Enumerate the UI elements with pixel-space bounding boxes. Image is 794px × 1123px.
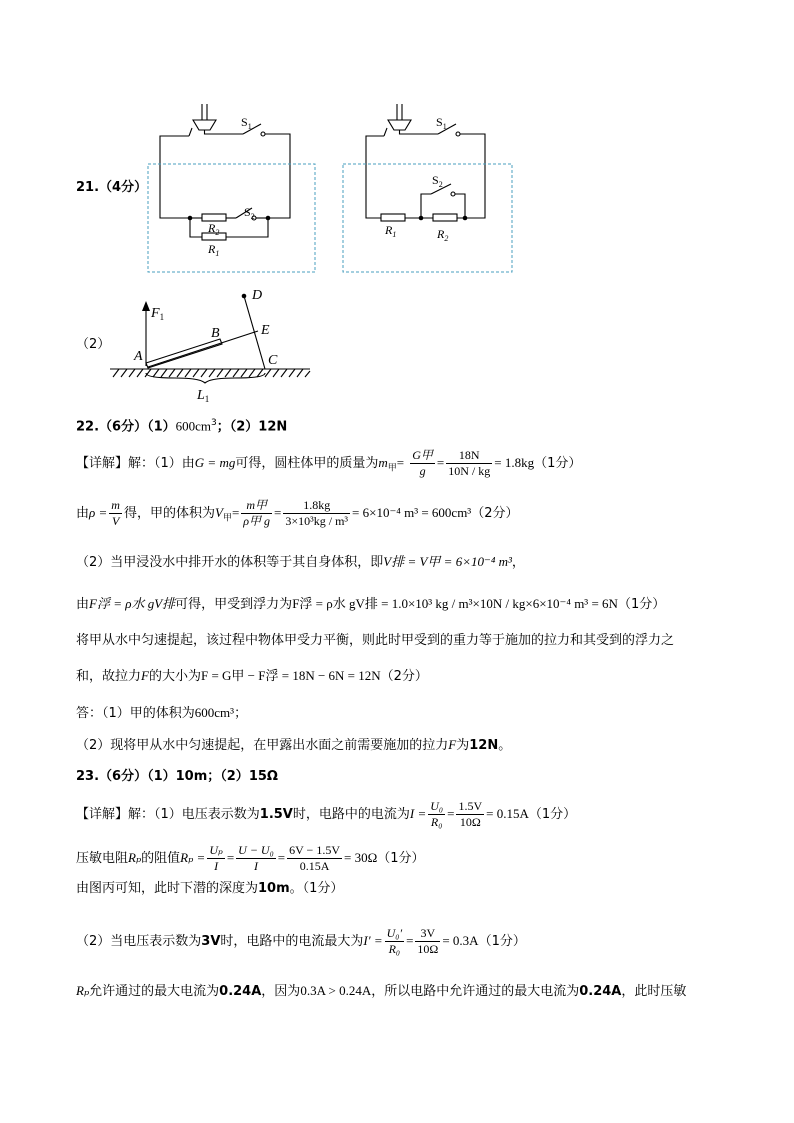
label-a: A [134, 349, 143, 364]
q23-line4-points: （1分） [478, 934, 526, 949]
q22-heading-force: 12N [258, 419, 288, 435]
q21-part2-label: （2） [76, 337, 111, 352]
q23-line1-lhs: I = [409, 806, 427, 821]
q22-line2-a: 由 [76, 506, 90, 521]
c1-r2-sub: 2 [215, 228, 220, 237]
q23-line5 [76, 982, 686, 1001]
q22-line2-lhs: V [214, 505, 223, 520]
q23-heading-resistance: 15Ω [248, 769, 278, 784]
q22-line4-formula: F浮 = ρ水 gV排 [89, 596, 176, 611]
frac-num: U − U₀ [238, 843, 274, 857]
label-e: E [261, 323, 270, 338]
q23-line5-rp: Rₚ [76, 983, 90, 998]
fraction [456, 799, 484, 830]
frac-den: V [111, 514, 120, 528]
label-c: C [268, 353, 278, 368]
frac-den: I [253, 859, 258, 873]
svg-text:S2 [244, 205, 255, 221]
frac-num: U₀ [430, 799, 444, 813]
fraction [385, 926, 404, 957]
label-f-sub: 1 [159, 312, 165, 322]
q22-line2-rho: ρ = [89, 505, 108, 520]
q22-line6-a: 和，故拉力 [76, 669, 142, 684]
q22-heading-mid: ；（2） [216, 419, 259, 435]
fraction [446, 448, 492, 479]
q23-line1-voltage: 1.5V [259, 807, 293, 822]
frac-num: 1.8kg [283, 498, 350, 514]
q23-line4-result: = 0.3A [442, 933, 479, 948]
q23-line5-b: ，因为 [261, 984, 301, 999]
q22-ans2-c: 。 [498, 738, 512, 753]
c2-s1-sub: 1 [442, 122, 447, 131]
q22-line2: 由ρ = $\frac{m}{V}$ 得，甲的体积为$V_甲=$ $\frac{\text{m甲}}{\text{ρ甲 g}}$ = $\frac{1.8kg}{\text{3×10³kg / m³}}$ = 6×10⁻⁴ m³ = 600cm³（2分） [76, 498, 519, 528]
q22-line2-lhs-sub: 甲 [222, 513, 232, 524]
q23-line4-voltage: 3V [201, 934, 221, 949]
q23-heading-mid: ；（2） [207, 769, 249, 784]
wire-top-left [205, 130, 244, 134]
q22-line4 [76, 595, 665, 614]
c2-r1-label: R [385, 223, 393, 237]
svg-text:L1 [196, 388, 209, 403]
q23-line2-b: 的阻值 [141, 851, 181, 866]
junction-left [188, 216, 193, 221]
q22-heading-sup: 3 [211, 418, 217, 428]
q22-heading-prefix: 22.（6分）（1） [76, 419, 176, 435]
string-ae [148, 331, 258, 367]
q23-line2: 压敏电阻Rₚ的阻值Rₚ = $\frac{\text{Uₚ}}{I}$ = $\frac{\text{U − U₀}}{I}$ = $\frac{6V - 1.5V}{0.15A}$ = 30Ω（1分） [76, 843, 425, 873]
wire-left [160, 136, 190, 218]
q22-line2-b: 得，甲的体积为 [123, 506, 215, 521]
q23-line5-c: ，所以电路中允许通过的最大电流为 [371, 984, 580, 999]
q23-line5-max2: 0.24A [579, 984, 622, 999]
frac-den: 10Ω [459, 815, 481, 829]
q23-line4-a: （2）当电压表示数为 [76, 934, 202, 949]
label-d: D [252, 288, 263, 303]
frac-num: Uₚ [209, 843, 223, 857]
fraction [207, 843, 224, 874]
c2-r2-sub: 2 [444, 234, 449, 243]
q22-line3-text: （2）当甲浸没水中排开水的体积等于其自身体积，即 [76, 555, 384, 570]
q22-ans2-b: 为 [456, 738, 470, 753]
frac-num: m [111, 498, 120, 512]
frac-den: 0.15A [299, 859, 330, 873]
svg-text:S1 [241, 115, 252, 131]
q22-ans2-value: 12N [469, 738, 499, 753]
frac-den: R₀ [430, 815, 443, 829]
frac-num: 3V [415, 926, 440, 942]
svg-text:F1 [150, 306, 164, 322]
ground-hatching [113, 369, 310, 377]
label-f: F [151, 306, 160, 321]
q23-line4: （2）当电压表示数为3V时，电路中的电流最大为I′ = $\frac{\text{U₀′}}{\text{R₀}}$ = $\frac{3V}{10\Omega}$ = 0.3A（1分） [76, 926, 526, 956]
q22-line3 [76, 553, 525, 572]
svg-text:R2 [436, 227, 448, 243]
q23-line2-points: （1分） [377, 851, 425, 866]
q23-heading [76, 768, 278, 786]
q22-heading [76, 414, 287, 436]
plug-body [193, 120, 216, 130]
q23-line3-value: 10m [258, 881, 290, 896]
resistor-r1 [381, 214, 405, 221]
q22-line2-result: = 6×10⁻⁴ m³ = 600cm³ [352, 505, 472, 520]
frac-num: U₀′ [386, 926, 403, 940]
svg-text:R1 [207, 242, 219, 258]
q23-line4-lhs: I′ = [363, 933, 383, 948]
q22-line6-f: F [141, 668, 149, 683]
junction-right [266, 216, 271, 221]
resistor-r2 [202, 214, 226, 221]
q22-line1-formula: G = mg [194, 455, 236, 470]
q23-line5-d: ，此时压敏 [621, 984, 687, 999]
q22-ans2-f: F [448, 737, 457, 752]
label-l: L [197, 388, 205, 403]
q23-line1-points: （1分） [528, 807, 577, 822]
point-d [242, 294, 247, 299]
q22-ans1-b: ； [234, 706, 248, 721]
frac-den: g [419, 464, 426, 478]
q21-label: 21.（4分） [76, 180, 148, 195]
c2-s2-sub: 2 [438, 180, 443, 189]
q22-line6 [76, 667, 428, 686]
q23-line2-rp: Rₚ [128, 850, 142, 865]
frac-num: 18N [446, 448, 492, 464]
frac-num: G甲 [412, 448, 433, 462]
q23-line1-result: = 0.15A [486, 806, 529, 821]
wire-right [265, 134, 290, 218]
fraction [236, 843, 276, 874]
c1-s2-sub: 2 [250, 212, 255, 221]
fraction [109, 498, 122, 529]
q22-line1-eq: = [396, 455, 405, 470]
circuit-diagram-1 [140, 98, 325, 278]
plug-lead [189, 128, 192, 136]
svg-text:R1 [384, 223, 396, 239]
q22-line5: 将甲从水中匀速提起，该过程中物体甲受力平衡，则此时甲受到的重力等于施加的拉力和其受到的浮力之 [76, 633, 675, 648]
q23-line3-b: 。（1分） [289, 881, 344, 896]
c2-s2-label: S [432, 173, 439, 187]
q22-line4-b: 可得，甲受到浮力为 [175, 597, 293, 612]
c2-s1-label: S [436, 115, 443, 129]
q22-line2-points: （2分） [471, 506, 519, 521]
q23-line2-lhs: Rₚ = [180, 850, 206, 865]
label-l-sub: 1 [204, 394, 210, 403]
q22-ans2-a: （2）现将甲从水中匀速提起，在甲露出水面之前需要施加的拉力 [76, 738, 449, 753]
svg-text:S1 [436, 115, 447, 131]
q23-heading-prefix: 23.（6分）（1） [76, 769, 176, 784]
c1-s1-label: S [241, 115, 248, 129]
q22-ans1-a: 答：（1）甲的体积为 [76, 706, 195, 721]
q22-line1-result: = 1.8kg [494, 455, 535, 470]
fraction [415, 926, 440, 957]
q23-line5-compare: 0.3A > 0.24A [300, 983, 372, 998]
svg-text:R2 [207, 221, 219, 237]
force-arrow-head [142, 301, 150, 311]
q22-line4-points: （1分） [617, 597, 666, 612]
label-b: B [211, 326, 220, 341]
q23-line1-b: 时，电路中的电流为 [292, 807, 410, 822]
fraction [287, 843, 342, 874]
c1-r2-label: R [208, 221, 216, 235]
q22-ans1-volume: 600cm³ [194, 705, 235, 720]
q22-line4-a: 由 [76, 597, 90, 612]
fraction [283, 498, 350, 529]
q22-line4-calc: F浮 = ρ水 gV排 = 1.0×10³ kg / m³×10N / kg×6×10⁻⁴ m³ = 6N [292, 596, 618, 611]
q23-line5-max: 0.24A [219, 984, 262, 999]
q23-line2-result: = 30Ω [344, 850, 378, 865]
circuit-diagram-2 [335, 98, 520, 278]
svg-text:S2 [432, 173, 443, 189]
c2-r1-sub: 1 [392, 230, 397, 239]
frac-den: 10Ω [417, 942, 439, 956]
q22-line1-b: 可得，圆柱体甲的质量为 [235, 456, 379, 471]
frac-num: 6V − 1.5V [289, 843, 340, 857]
q22-line6-b: 的大小为 [148, 669, 201, 684]
q23-line4-b: 时，电路中的电流最大为 [220, 934, 364, 949]
q23-heading-depth: 10m [175, 769, 208, 784]
q22-line6-calc: F = G甲 − F浮 = 18N − 6N = 12N [200, 668, 381, 683]
frac-den: 3×10³kg / m³ [285, 514, 349, 528]
q22-answer1 [76, 704, 247, 723]
q22-line1-lhs: m [378, 455, 388, 470]
c1-s2-label: S [244, 205, 251, 219]
q23-line5-a: 允许通过的最大电流为 [89, 984, 220, 999]
arm-l1-brace [146, 373, 265, 383]
q22-line1-lhs-sub: 甲 [387, 463, 397, 474]
fraction [241, 498, 272, 529]
c1-r1-sub: 1 [215, 249, 220, 258]
frac-num: m甲 [241, 498, 272, 514]
q23-line1: 【详解】解：（1）电压表示数为1.5V时，电路中的电流为I = $\frac{\text{U₀}}{\text{R₀}}$ = $\frac{1.5V}{10\Omega}$ = 0.15A（1分） [76, 799, 577, 829]
frac-den: R₀ [388, 942, 401, 956]
switch-s1-contact [261, 132, 265, 136]
q22-line3-formula: V排 = V甲 = 6×10⁻⁴ m³ [383, 554, 512, 569]
frac-den: 10N / kg [448, 464, 491, 478]
fraction [410, 448, 435, 479]
q22-line3-end: ， [511, 555, 525, 570]
resistor-r2 [433, 214, 457, 221]
q22-line1: 【详解】解：（1）由G = mg可得，圆柱体甲的质量为$m_甲=$ $\frac{\text{G甲}}{g}$ = $\frac{18N}{10N / kg}$ = 1.8kg（1分） [76, 448, 582, 478]
c2-r2-label: R [437, 227, 445, 241]
frac-num: 1.5V [458, 799, 483, 813]
q23-line3 [76, 880, 343, 898]
lever-diagram [105, 283, 315, 403]
q22-answer2 [76, 736, 511, 755]
q22-line1-a: 【详解】解：（1）由 [76, 456, 195, 471]
q22-line6-points: （2分） [380, 669, 428, 684]
q23-line2-a: 压敏电阻 [76, 851, 129, 866]
q23-line1-a: 【详解】解：（1）电压表示数为 [76, 807, 260, 822]
q22-line1-points: （1分） [534, 456, 582, 471]
frac-den: I [214, 859, 219, 873]
frac-den: ρ甲 g [243, 514, 271, 528]
q23-line3-a: 由图丙可知，此时下潜的深度为 [76, 881, 259, 896]
q22-heading-volume: 600cm [175, 418, 212, 434]
c1-s1-sub: 1 [247, 122, 252, 131]
fraction [428, 799, 445, 830]
c1-r1-label: R [208, 242, 216, 256]
